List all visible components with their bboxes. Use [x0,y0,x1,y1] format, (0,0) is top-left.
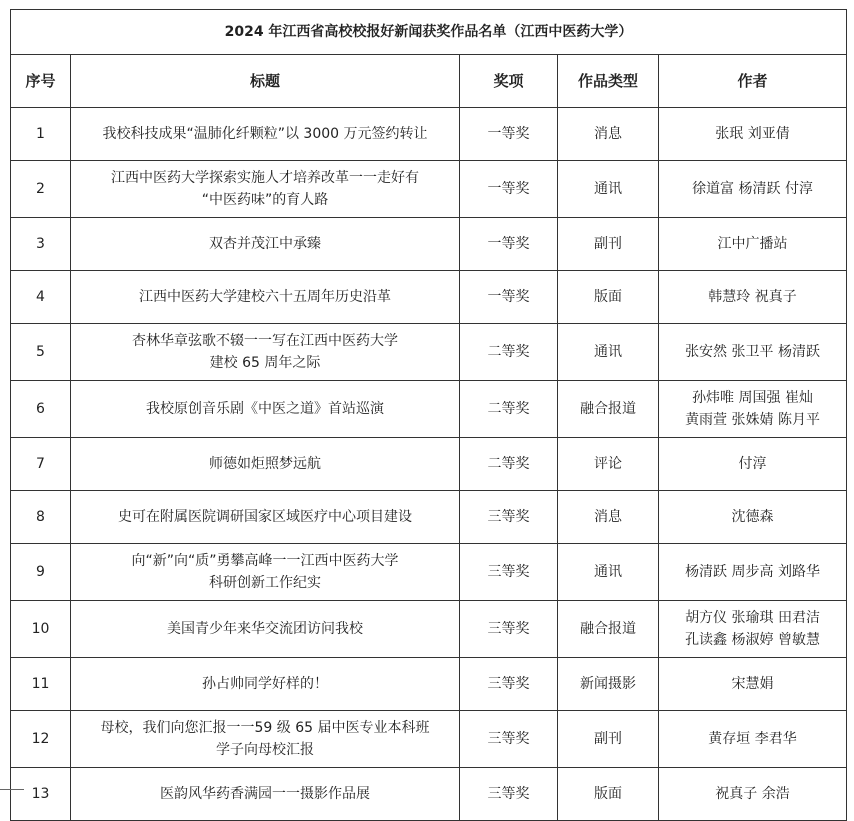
cell-title [71,438,460,491]
cell-authors-line: 胡方仪 张瑜琪 田君洁 [685,610,820,626]
table-row [11,711,847,768]
cell-title-line: 美国青少年来华交流团访问我校 [167,621,363,637]
cell-authors-line: 孙炜唯 周国强 崔灿 [692,390,813,406]
table-title-row [11,10,847,55]
cell-authors [659,711,847,768]
cell-type: 通讯 [558,544,659,601]
cell-title [71,381,460,438]
cell-title [71,324,460,381]
cell-type: 版面 [558,271,659,324]
cell-award: 一等奖 [460,218,558,271]
cell-title-line: 医韵风华药香满园一一摄影作品展 [160,786,370,802]
cell-authors [659,768,847,821]
table-row [11,601,847,658]
cell-authors-line: 徐道富 杨清跃 付淳 [692,181,813,197]
cell-title-line: 杏林华章弦歌不辍一一写在江西中医药大学 [132,333,398,349]
cell-award: 三等奖 [460,768,558,821]
cell-title [71,768,460,821]
cell-award: 三等奖 [460,711,558,768]
cell-number: 4 [11,271,71,324]
cell-authors-line: 韩慧玲 祝真子 [708,289,797,305]
cell-title-line: 江西中医药大学建校六十五周年历史沿革 [139,289,391,305]
cell-authors [659,544,847,601]
table-body [11,108,847,821]
cell-title [71,544,460,601]
col-header-title: 标题 [71,55,460,108]
table-row [11,218,847,271]
table-row [11,658,847,711]
cell-authors-line: 江中广播站 [717,236,788,252]
table-row [11,108,847,161]
cell-number: 9 [11,544,71,601]
cell-award: 一等奖 [460,108,558,161]
cell-title-line: 江西中医药大学探索实施人才培养改革一一走好有 [111,170,419,186]
cell-authors [659,161,847,218]
cell-award: 一等奖 [460,161,558,218]
cell-title-line: 我校原创音乐剧《中医之道》首站巡演 [146,401,384,417]
table-row [11,491,847,544]
col-header-author: 作者 [659,55,847,108]
cell-number: 1 [11,108,71,161]
cell-title-line: 学子向母校汇报 [216,742,314,758]
cell-title-line: 双杏并茂江中承臻 [209,236,321,252]
col-header-award: 奖项 [460,55,558,108]
cell-authors-line: 祝真子 余浩 [715,786,790,802]
cell-type: 评论 [558,438,659,491]
cell-type: 副刊 [558,218,659,271]
cell-title-line: “中医药味”的育人路 [201,192,329,208]
cell-award: 二等奖 [460,438,558,491]
col-header-type: 作品类型 [558,55,659,108]
award-table [10,9,847,821]
cell-authors-line: 黄雨萱 张姝婧 陈月平 [685,412,820,428]
cell-authors [659,218,847,271]
cell-authors-line: 宋慧娟 [731,676,774,692]
cell-title [71,711,460,768]
table-row [11,381,847,438]
cell-title-line: 科研创新工作纪实 [209,575,321,591]
cell-authors [659,324,847,381]
cell-award: 二等奖 [460,324,558,381]
cell-type: 通讯 [558,324,659,381]
cell-title [71,108,460,161]
table-row [11,768,847,821]
cell-authors [659,601,847,658]
cell-type: 通讯 [558,161,659,218]
cell-type: 版面 [558,768,659,821]
cell-title-line: 史可在附属医院调研国家区域医疗中心项目建设 [118,509,412,525]
cell-title-line: 孙占帅同学好样的！ [202,676,328,692]
cell-authors [659,438,847,491]
table-title: 2024 年江西省高校校报好新闻获奖作品名单（江西中医药大学） [11,10,847,55]
cell-number: 13 [11,768,71,821]
cell-award: 三等奖 [460,544,558,601]
cell-award: 一等奖 [460,271,558,324]
cell-award: 三等奖 [460,491,558,544]
table-row [11,161,847,218]
cell-award: 二等奖 [460,381,558,438]
cell-title-line: 师德如炬照梦远航 [209,456,321,472]
cell-authors-line: 孔读鑫 杨淑婷 曾敏慧 [685,632,820,648]
cell-authors-line: 张安然 张卫平 杨清跃 [685,344,820,360]
cell-award: 三等奖 [460,658,558,711]
cell-number: 5 [11,324,71,381]
cell-title-line: 向“新”向“质”勇攀高峰一一江西中医药大学 [131,553,399,569]
header-row [11,55,847,108]
cell-authors-line: 杨清跃 周步高 刘路华 [685,564,820,580]
cell-type: 融合报道 [558,601,659,658]
cell-title-line: 建校 65 周年之际 [209,355,321,371]
table-row [11,324,847,381]
cell-type: 消息 [558,491,659,544]
cell-number: 7 [11,438,71,491]
cell-authors [659,108,847,161]
cell-award: 三等奖 [460,601,558,658]
cell-title [71,491,460,544]
cell-title [71,218,460,271]
cell-authors-line: 沈德森 [731,509,774,525]
col-header-number: 序号 [11,55,71,108]
cell-number: 3 [11,218,71,271]
table-row [11,438,847,491]
cell-title [71,161,460,218]
cell-type: 消息 [558,108,659,161]
cell-title-line: 我校科技成果“温肺化纤颗粒”以 3000 万元签约转让 [102,126,428,142]
cell-number: 11 [11,658,71,711]
cell-number: 2 [11,161,71,218]
cell-authors [659,381,847,438]
cell-title [71,658,460,711]
cell-type: 融合报道 [558,381,659,438]
cell-title [71,271,460,324]
cell-title-line: 母校，我们向您汇报一一59 级 65 届中医专业本科班 [100,720,430,736]
cell-authors-line: 黄存垣 李君华 [708,731,797,747]
cell-authors [659,271,847,324]
cell-authors [659,491,847,544]
cell-number: 10 [11,601,71,658]
cell-title [71,601,460,658]
cell-number: 6 [11,381,71,438]
cell-number: 12 [11,711,71,768]
cell-authors [659,658,847,711]
cell-type: 副刊 [558,711,659,768]
table-row [11,271,847,324]
cell-number: 8 [11,491,71,544]
cell-authors-line: 张珉 刘亚倩 [715,126,790,142]
page-edge-mark [0,789,24,801]
table-row [11,544,847,601]
cell-authors-line: 付淳 [738,456,767,472]
cell-type: 新闻摄影 [558,658,659,711]
